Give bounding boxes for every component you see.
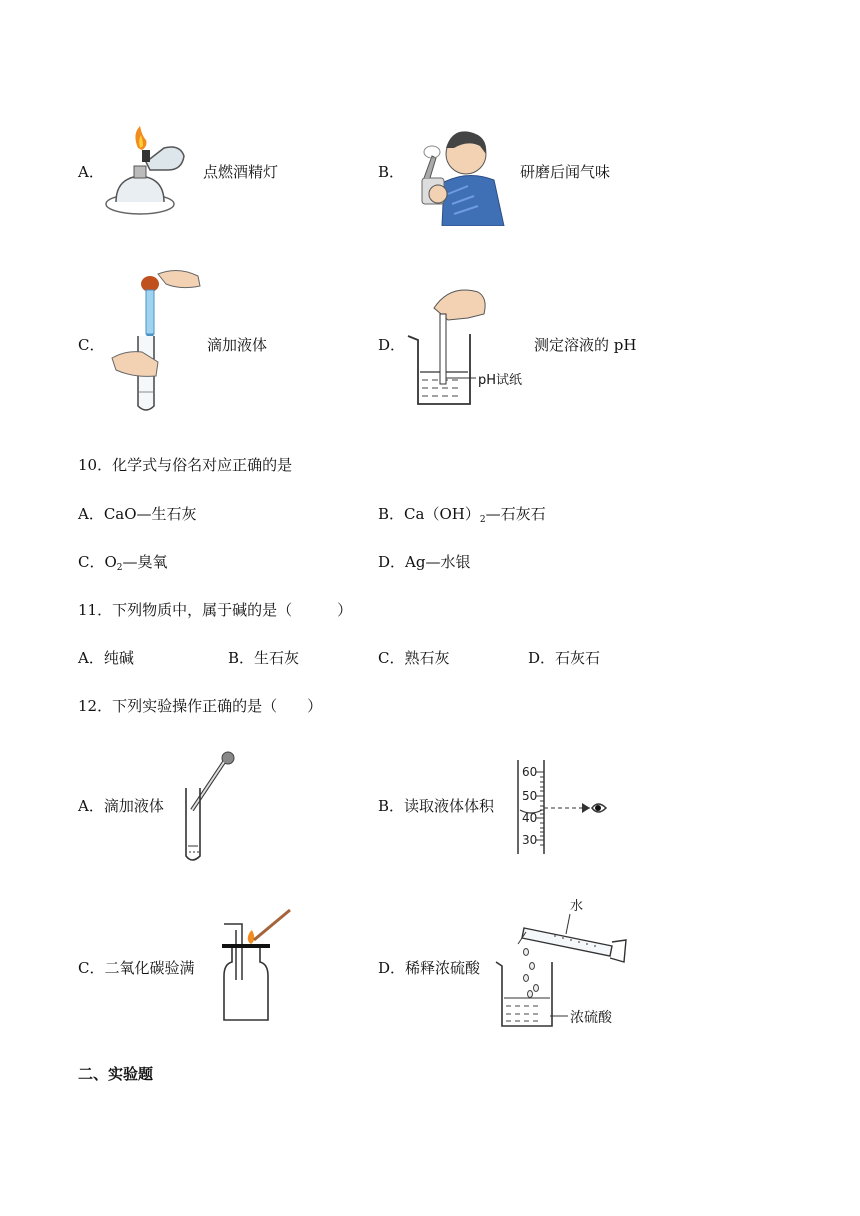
q11-stem: 11．下列物质中，属于碱的是（ ） xyxy=(78,601,353,619)
q12-option-c: C．二氧化碳验满 xyxy=(78,959,195,977)
q11-option-d: D．石灰石 xyxy=(528,649,601,667)
q12-stem: 12．下列实验操作正确的是（ ） xyxy=(78,697,323,715)
q11-option-a: A．纯碱 xyxy=(78,649,134,667)
q12-option-b: B．读取液体体积 xyxy=(378,797,495,815)
q9-option-d-label: 测定溶液的 pH xyxy=(534,336,637,354)
q9-option-d-letter: D． xyxy=(378,336,406,354)
q10-stem: 10．化学式与俗名对应正确的是 xyxy=(78,456,293,474)
dropper-into-tube-figure xyxy=(108,266,204,420)
q11-option-c: C．熟石灰 xyxy=(378,649,450,667)
q9-option-c-label: 滴加液体 xyxy=(207,336,268,354)
q10-option-b: B．$Ca(OH)_2—$石灰石 xyxy=(378,505,546,525)
q9-option-b-letter: B． xyxy=(378,163,405,181)
water-label: 水 xyxy=(570,899,584,914)
graduated-cylinder-reading-figure xyxy=(514,758,614,862)
q12-option-a: A．滴加液体 xyxy=(78,797,164,815)
concentrated-acid-label: 浓硫酸 xyxy=(570,1010,612,1026)
tick-60: 60 xyxy=(522,765,538,779)
ph-test-beaker-figure xyxy=(404,284,534,412)
tick-50: 50 xyxy=(522,789,538,803)
q9-option-a-label: 点燃酒精灯 xyxy=(203,163,279,181)
q9-option-a-letter: A． xyxy=(78,163,104,181)
q10-option-c: C．$O_2—$臭氧 xyxy=(78,553,168,573)
dilute-sulfuric-acid-figure xyxy=(494,896,634,1040)
q9-option-c-letter: C． xyxy=(78,336,105,354)
section-2-title: 二、实验题 xyxy=(78,1065,154,1083)
tick-30: 30 xyxy=(522,833,538,847)
child-smelling-figure xyxy=(408,124,508,230)
tick-40: 40 xyxy=(522,811,538,825)
q12-option-d: D．稀释浓硫酸 xyxy=(378,959,481,977)
dropper-inside-tube-figure xyxy=(178,748,238,872)
q10-option-a: A．CaO—生石灰 xyxy=(78,505,197,523)
q9-option-b-label: 研磨后闻气味 xyxy=(520,163,611,181)
q10-option-d: D．Ag—水银 xyxy=(378,553,471,571)
ph-paper-label: pH试纸 xyxy=(478,373,523,388)
co2-gas-bottle-figure xyxy=(214,906,298,1030)
q11-option-b: B．生石灰 xyxy=(228,649,300,667)
alcohol-lamp-lighting-figure xyxy=(102,126,197,225)
